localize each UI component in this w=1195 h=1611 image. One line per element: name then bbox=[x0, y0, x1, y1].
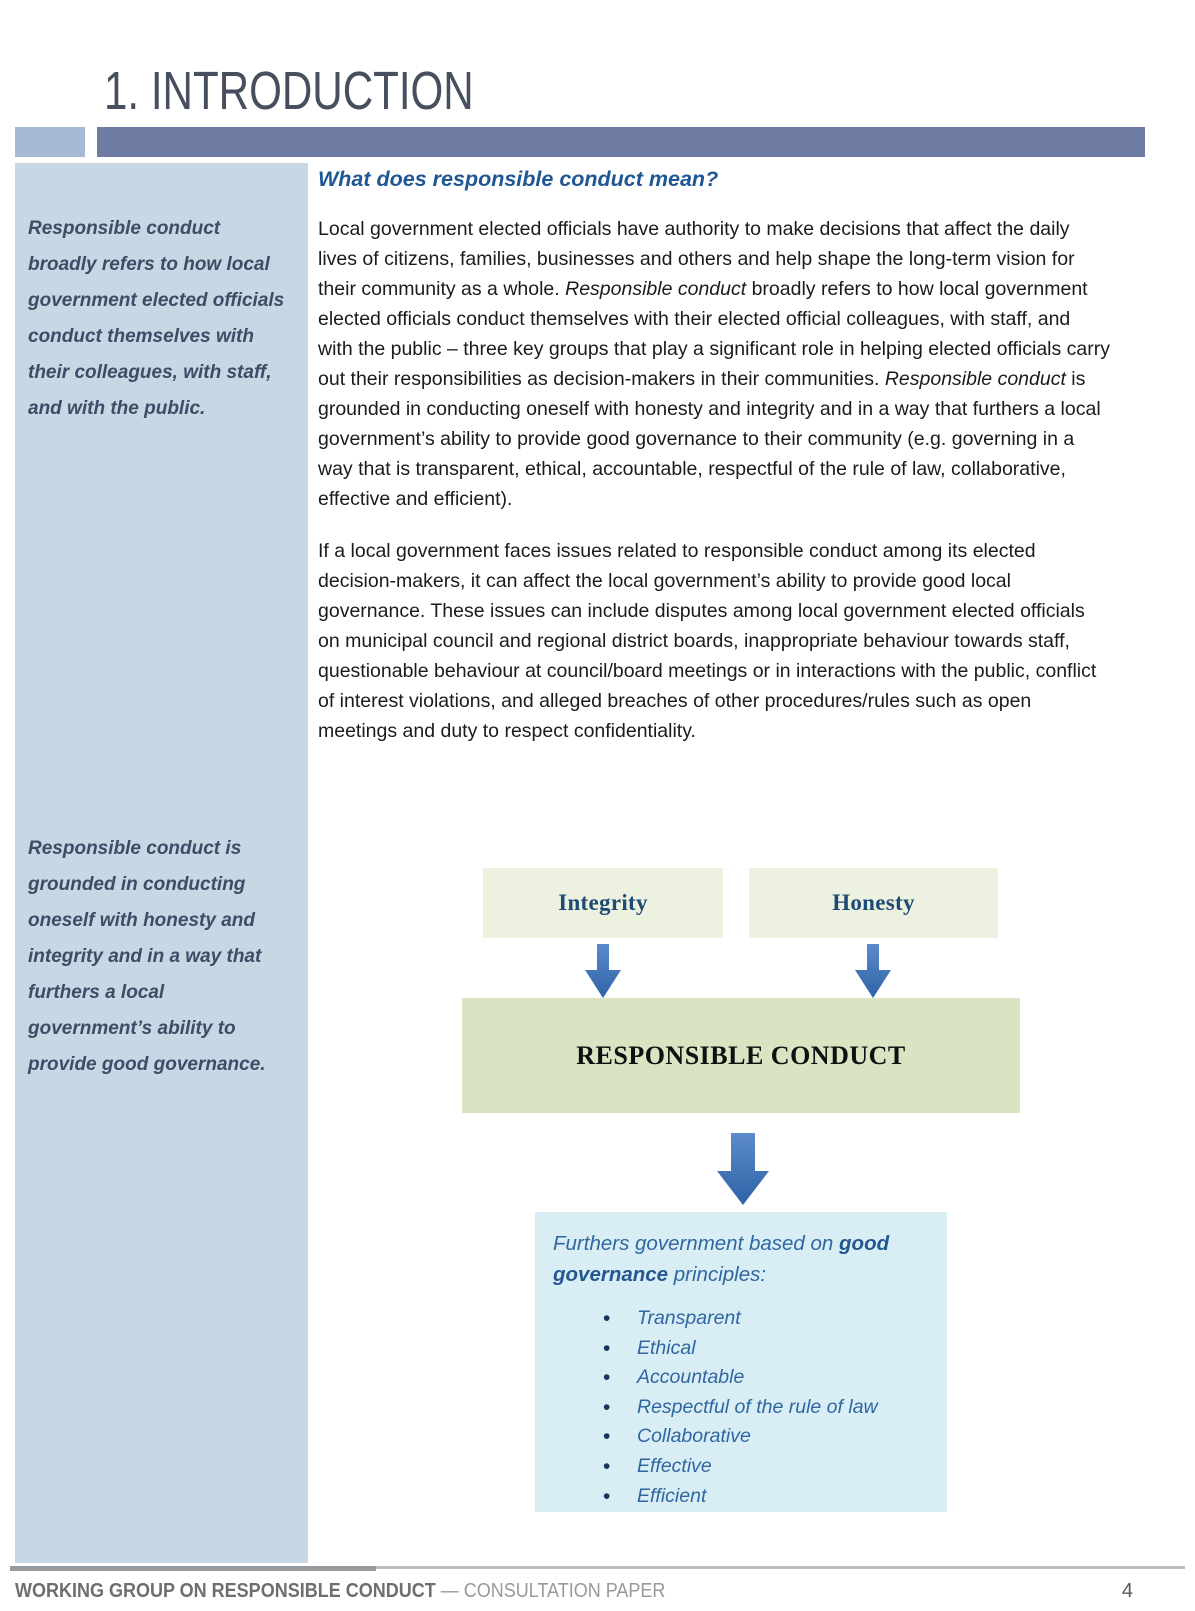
diagram-box-integrity bbox=[483, 868, 723, 938]
paragraph-1-italic-term: Responsible conduct bbox=[565, 278, 747, 300]
footer-title-bold: WORKING GROUP ON RESPONSIBLE CONDUCT bbox=[15, 1580, 436, 1602]
down-arrow-icon bbox=[585, 944, 621, 998]
diagram-box-responsible-conduct-label: RESPONSIBLE CONDUCT bbox=[576, 1040, 906, 1070]
section-heading: What does responsible conduct mean? bbox=[318, 167, 719, 191]
page-number: 4 bbox=[1121, 1580, 1133, 1602]
paragraph-1-italic-term: Responsible conduct bbox=[884, 368, 1066, 390]
paragraph-1-text: is grounded in conducting oneself with honesty and integrity and in a way that furthers a local government’s ability to provide good governance to their community (e.g. governing in a way that is transparent, ethical, accountable, respectful of the rule of law, collaborative, effective and efficient). bbox=[318, 368, 1101, 510]
diagram-box-honesty-label: Honesty bbox=[832, 890, 915, 915]
principle-item: • Efficient bbox=[603, 1482, 929, 1512]
diagram-box-integrity-label: Integrity bbox=[558, 890, 648, 915]
principles-heading bbox=[553, 1228, 929, 1290]
pull-quote-2: Responsible conduct is grounded in conducting oneself with honesty and integrity and in a way that furthers a local government’s ability to provide good governance. bbox=[28, 838, 266, 1075]
footer-title-rest: — CONSULTATION PAPER bbox=[435, 1580, 666, 1602]
paragraph-1-text: Local government elected officials have authority to make decisions that affect the daily lives of citizens, families, businesses and others and help shape the long-term vision for their community as a whole. bbox=[318, 218, 1075, 300]
footer-rule-light-segment bbox=[376, 1566, 1185, 1569]
principle-item: • Ethical bbox=[603, 1334, 929, 1364]
header-accent-bar bbox=[97, 127, 1145, 157]
pull-quote-1: Responsible conduct broadly refers to how local government elected officials conduct themselves with their colleagues, with staff, and with the public. bbox=[28, 218, 285, 419]
principle-item: • Effective bbox=[603, 1452, 929, 1482]
principle-item: • Transparent bbox=[603, 1304, 929, 1334]
paragraph-2: If a local government faces issues related to responsible conduct among its elected decision-makers, it can affect the local government’s ability to provide good local governance. These issues can include disputes among local government elected officials on municipal council and regional district boards, inappropriate behaviour towards staff, questionable behaviour at council/board meetings or in interactions with the public, conflict of interest violations, and alleged breaches of other procedures/rules such as open meetings and duty to respect confidentiality. bbox=[318, 540, 1097, 742]
principles-heading-bold-term: good governance bbox=[553, 1232, 890, 1286]
paragraph-1-text: broadly refers to how local government elected officials conduct themselves with their elected official colleagues, with staff, and with the public – three key groups that play a significant role in helping elected officials carry out their responsibilities as decision-makers in their communities. bbox=[318, 278, 1110, 390]
page-title: 1. INTRODUCTION bbox=[104, 61, 474, 121]
main-column bbox=[318, 163, 1110, 746]
principles-heading-lead: Furthers government based on bbox=[553, 1232, 840, 1255]
principle-item: • Respectful of the rule of law bbox=[603, 1393, 929, 1423]
good-governance-principles-box bbox=[535, 1212, 947, 1512]
principle-item: • Accountable bbox=[603, 1363, 929, 1393]
paragraph-1 bbox=[318, 214, 1110, 514]
diagram-box-honesty bbox=[749, 868, 998, 938]
header-accent-square bbox=[15, 127, 85, 157]
principle-item: • Collaborative bbox=[603, 1422, 929, 1452]
diagram-box-responsible-conduct bbox=[462, 998, 1020, 1113]
principles-heading-tail: principles: bbox=[668, 1263, 767, 1286]
principles-list bbox=[603, 1304, 929, 1511]
sidebar-panel bbox=[15, 163, 308, 1563]
down-arrow-icon bbox=[717, 1133, 769, 1205]
footer-title bbox=[15, 1580, 665, 1603]
down-arrow-icon bbox=[855, 944, 891, 998]
footer-rule-dark-segment bbox=[10, 1566, 376, 1571]
